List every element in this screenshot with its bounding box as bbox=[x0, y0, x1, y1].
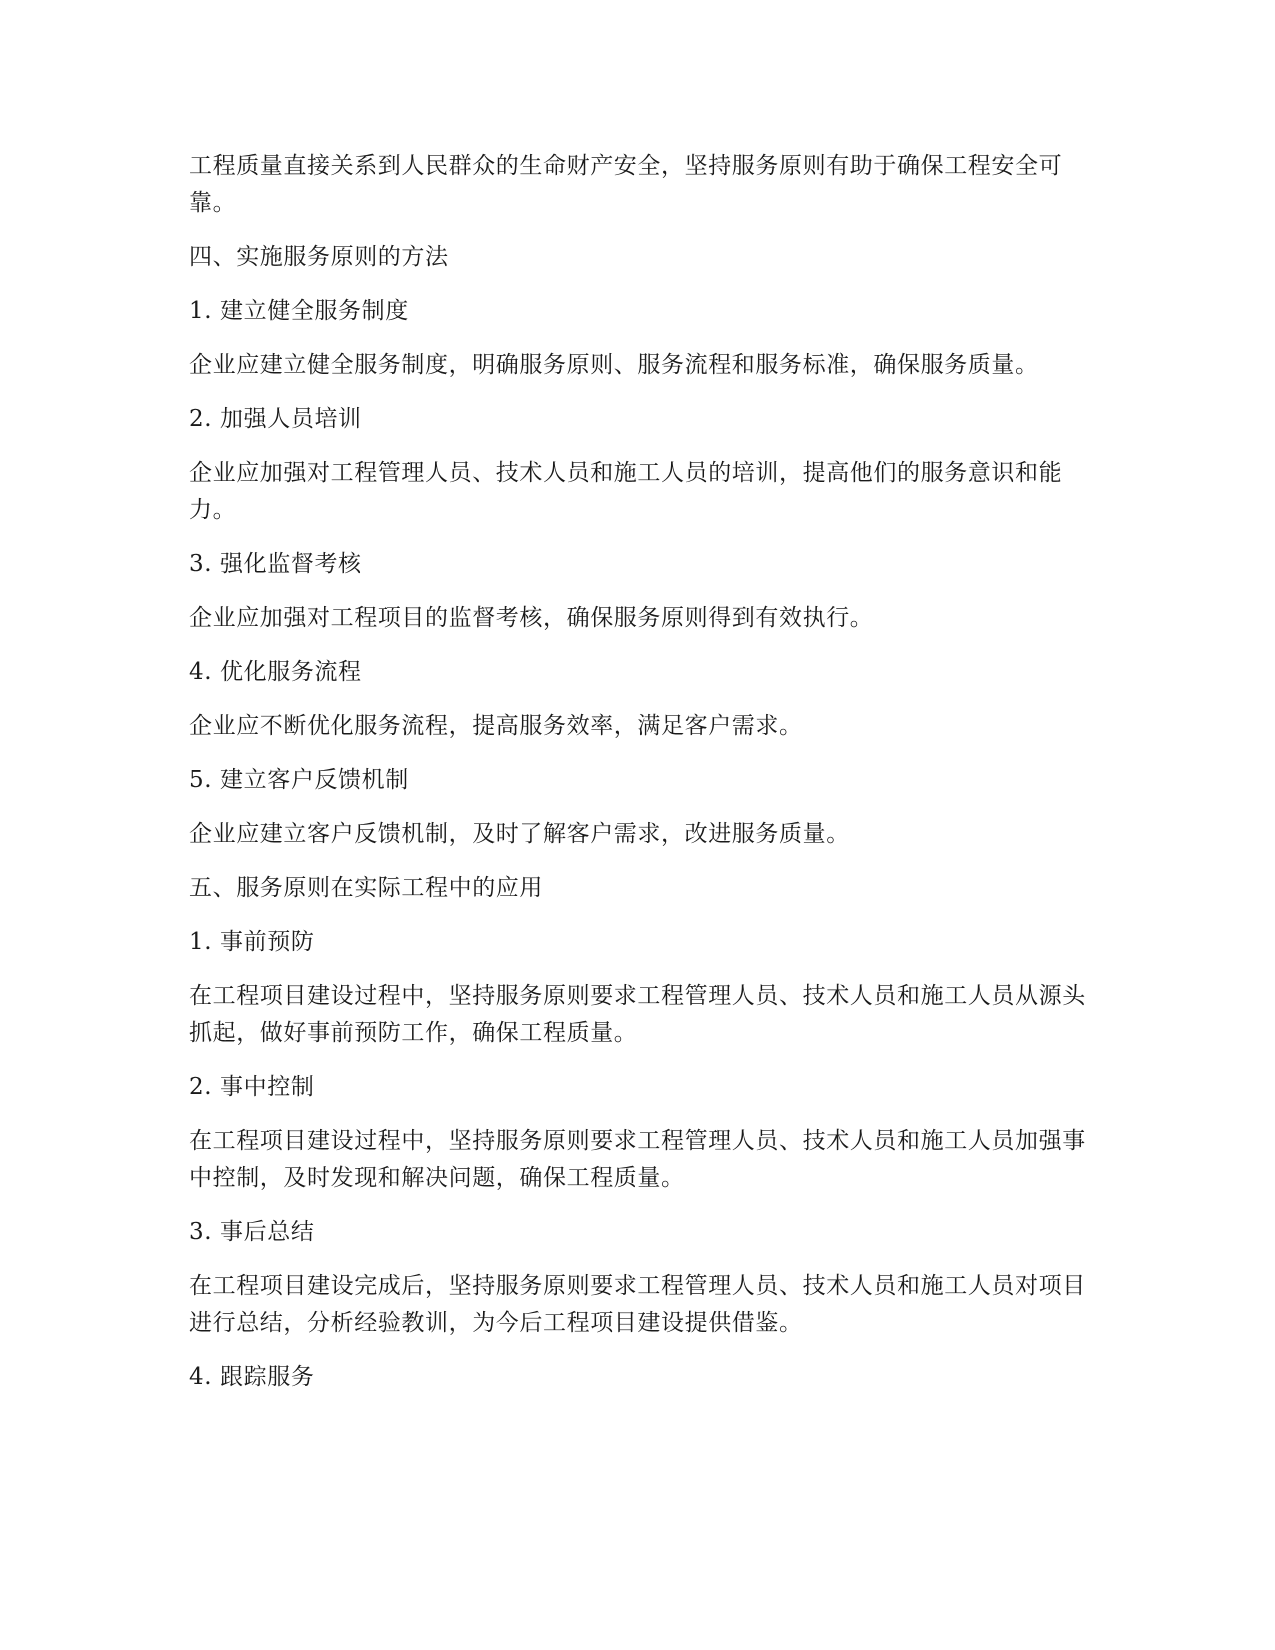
paragraph-prevention: 在工程项目建设过程中，坚持服务原则要求工程管理人员、技术人员和施工人员从源头抓起，做好事前预防工作，确保工程质量。 bbox=[189, 983, 1086, 1046]
subheading-service-system: 1. 建立健全服务制度 bbox=[189, 298, 409, 324]
section-heading-application: 五、服务原则在实际工程中的应用 bbox=[189, 875, 543, 901]
paragraph-supervision: 企业应加强对工程项目的监督考核，确保服务原则得到有效执行。 bbox=[189, 605, 874, 631]
document-body bbox=[189, 148, 1089, 1413]
paragraph-staff-training: 企业应加强对工程管理人员、技术人员和施工人员的培训，提高他们的服务意识和能力。 bbox=[189, 460, 1063, 523]
subheading-supervision: 3. 强化监督考核 bbox=[189, 551, 362, 577]
subheading-summary: 3. 事后总结 bbox=[189, 1219, 315, 1245]
subheading-staff-training: 2. 加强人员培训 bbox=[189, 406, 362, 432]
paragraph-feedback: 企业应建立客户反馈机制，及时了解客户需求，改进服务质量。 bbox=[189, 821, 850, 847]
paragraph-service-system: 企业应建立健全服务制度，明确服务原则、服务流程和服务标准，确保服务质量。 bbox=[189, 352, 1039, 378]
subheading-follow-up: 4. 跟踪服务 bbox=[189, 1364, 315, 1390]
paragraph-optimize-process: 企业应不断优化服务流程，提高服务效率，满足客户需求。 bbox=[189, 713, 803, 739]
paragraph-safety-intro: 工程质量直接关系到人民群众的生命财产安全，坚持服务原则有助于确保工程安全可靠。 bbox=[189, 153, 1063, 216]
subheading-optimize-process: 4. 优化服务流程 bbox=[189, 659, 362, 685]
paragraph-summary: 在工程项目建设完成后，坚持服务原则要求工程管理人员、技术人员和施工人员对项目进行总结，分析经验教训，为今后工程项目建设提供借鉴。 bbox=[189, 1273, 1086, 1336]
subheading-prevention: 1. 事前预防 bbox=[189, 929, 315, 955]
subheading-control: 2. 事中控制 bbox=[189, 1074, 315, 1100]
subheading-feedback: 5. 建立客户反馈机制 bbox=[189, 767, 409, 793]
paragraph-control: 在工程项目建设过程中，坚持服务原则要求工程管理人员、技术人员和施工人员加强事中控制，及时发现和解决问题，确保工程质量。 bbox=[189, 1128, 1086, 1191]
section-heading-methods: 四、实施服务原则的方法 bbox=[189, 244, 449, 270]
